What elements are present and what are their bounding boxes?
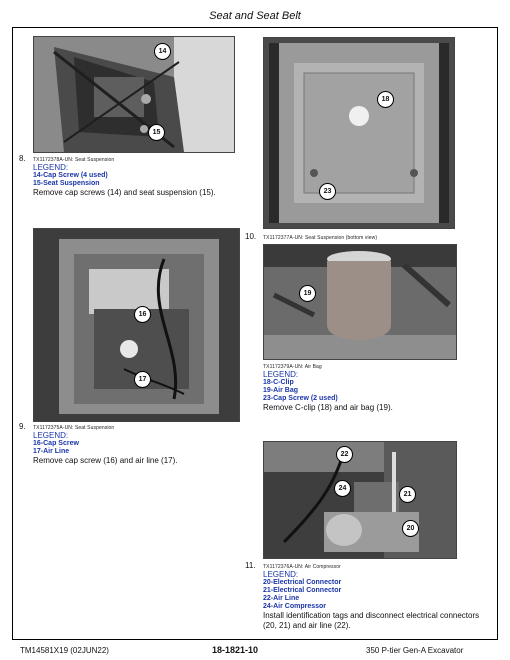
page-header-title: Seat and Seat Belt xyxy=(209,10,301,22)
legend-item-21: 21-Electrical Connector xyxy=(263,587,342,594)
legend-title-10: LEGEND: xyxy=(263,370,299,379)
photo-air-compressor xyxy=(263,441,457,559)
photo-graphic xyxy=(264,38,454,228)
legend-item-19: 19-Air Bag xyxy=(263,387,299,394)
step-number-10: 10. xyxy=(245,232,257,241)
figure-caption-air-bag: TX1172379A-UN: Air Bag xyxy=(263,364,322,370)
callout-18: 18 xyxy=(377,91,394,108)
callout-15: 15 xyxy=(148,124,165,141)
footer-page-number: 18-1821-10 xyxy=(212,645,259,655)
photo-graphic xyxy=(34,229,239,421)
footer-rule xyxy=(12,639,498,640)
callout-16: 16 xyxy=(134,306,151,323)
legend-title-11: LEGEND: xyxy=(263,570,299,579)
callout-17: 17 xyxy=(134,371,151,388)
photo-graphic xyxy=(264,245,456,359)
callout-23: 23 xyxy=(319,183,336,200)
figure-caption-9: TX1172375A-UN: Seat Suspension xyxy=(33,425,115,431)
step-number-8: 8. xyxy=(19,154,26,163)
legend-item-20: 20-Electrical Connector xyxy=(263,579,342,586)
legend-item-16: 16-Cap Screw xyxy=(33,440,79,447)
legend-item-17: 17-Air Line xyxy=(33,448,70,455)
figure-caption-8: TX1172378A-UN: Seat Suspension xyxy=(33,157,115,163)
photo-seat-suspension-bottom xyxy=(263,37,455,229)
photo-seat-suspension-8 xyxy=(33,36,235,153)
figure-caption-10: TX1172377A-UN: Seat Suspension (bottom view) xyxy=(263,235,378,241)
legend-title-8: LEGEND: xyxy=(33,163,69,172)
photo-seat-suspension-9 xyxy=(33,228,240,422)
instruction-10: Remove C-clip (18) and air bag (19). xyxy=(263,403,393,412)
legend-item-23: 23-Cap Screw (2 used) xyxy=(263,395,338,402)
callout-24: 24 xyxy=(334,480,351,497)
step-number-9: 9. xyxy=(19,422,26,431)
header-rule xyxy=(12,27,498,28)
legend-item-15: 15-Seat Suspension xyxy=(33,180,100,187)
footer-doc-id: TM14581X19 (02JUN22) xyxy=(20,646,109,655)
callout-20: 20 xyxy=(402,520,419,537)
callout-21: 21 xyxy=(399,486,416,503)
callout-14: 14 xyxy=(154,43,171,60)
photo-graphic xyxy=(34,37,234,152)
legend-title-9: LEGEND: xyxy=(33,431,69,440)
footer-model: 350 P-tier Gen-A Excavator xyxy=(366,646,464,655)
instruction-9: Remove cap screw (16) and air line (17). xyxy=(33,456,178,465)
photo-air-bag xyxy=(263,244,457,360)
instruction-11-line2: (20, 21) and air line (22). xyxy=(263,621,351,630)
callout-22: 22 xyxy=(336,446,353,463)
legend-item-14: 14-Cap Screw (4 used) xyxy=(33,172,108,179)
legend-item-18: 18-C-Clip xyxy=(263,379,294,386)
photo-graphic xyxy=(264,442,456,558)
step-number-11: 11. xyxy=(245,561,256,570)
instruction-8: Remove cap screws (14) and seat suspension (15). xyxy=(33,188,216,197)
figure-caption-11: TX1172376A-UN: Air Compressor xyxy=(263,564,341,570)
callout-19: 19 xyxy=(299,285,316,302)
left-margin-rule xyxy=(12,27,13,639)
right-margin-rule xyxy=(497,27,498,639)
legend-item-24: 24-Air Compressor xyxy=(263,603,327,610)
instruction-11-line1: Install identification tags and disconnect electrical connectors xyxy=(263,611,480,620)
legend-item-22: 22-Air Line xyxy=(263,595,300,602)
